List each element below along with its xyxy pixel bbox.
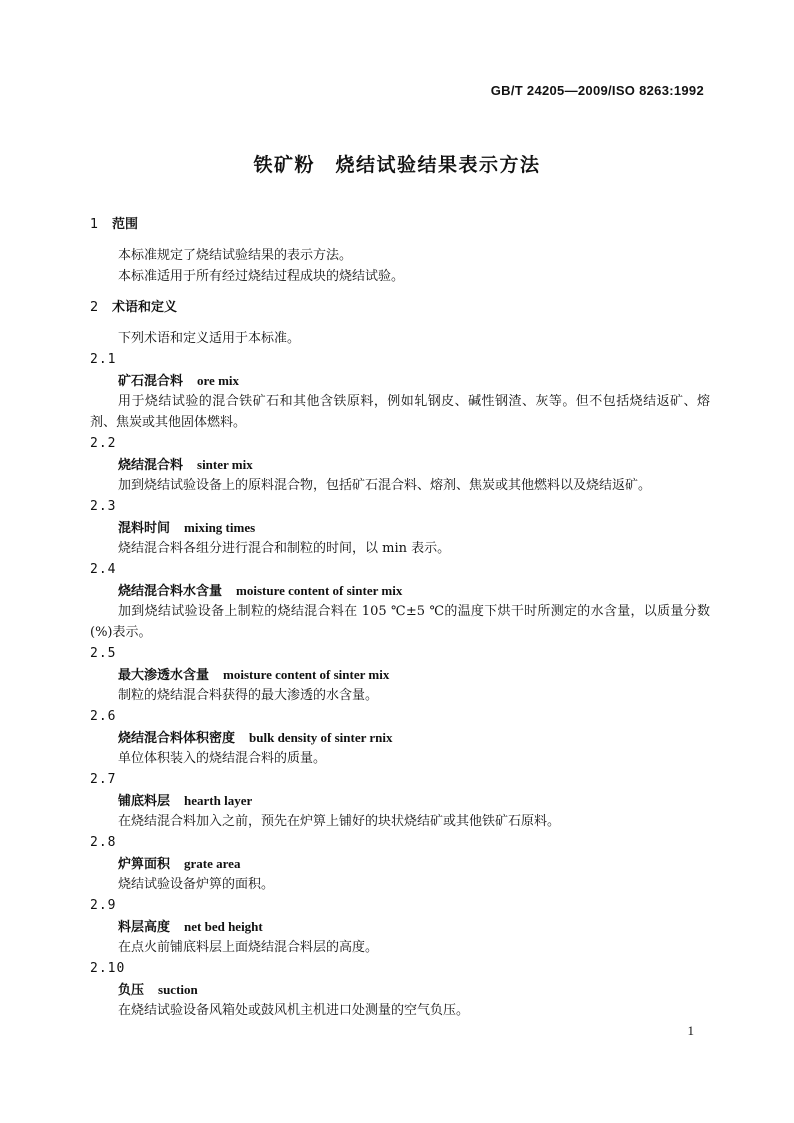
term-chinese: 料层高度 (118, 920, 171, 935)
term-name (90, 517, 710, 538)
term-number: 2.3 (90, 499, 117, 514)
page-number: 1 (687, 1023, 694, 1038)
term-english: ore mix (197, 373, 240, 388)
section-number: 1 (90, 217, 99, 232)
term-english: moisture content of sinter mix (223, 667, 390, 682)
term-number: 2.9 (90, 898, 117, 913)
term-chinese: 烧结混合料体积密度 (118, 731, 236, 746)
term-english: suction (158, 982, 198, 997)
section-heading (90, 214, 710, 235)
term-number: 2.8 (90, 835, 117, 850)
term-name (90, 790, 710, 811)
term-english: grate area (184, 856, 241, 871)
term-number: 2.6 (90, 709, 117, 724)
terms-list (90, 349, 710, 1021)
section-title: 术语和定义 (112, 300, 178, 315)
term-chinese: 负压 (118, 983, 145, 998)
term-name (90, 664, 710, 685)
term-chinese: 铺底料层 (118, 794, 171, 809)
term-name (90, 370, 710, 391)
term-number: 2.10 (90, 961, 126, 976)
term-definition: 制粒的烧结混合料获得的最大渗透的水含量。 (118, 688, 379, 703)
document-body (90, 214, 710, 1021)
term-chinese: 最大渗透水含量 (118, 668, 210, 683)
term-chinese: 烧结混合料水含量 (118, 584, 223, 599)
section-number: 2 (90, 300, 99, 315)
paragraph: 下列术语和定义适用于本标准。 (118, 331, 301, 346)
term-name (90, 853, 710, 874)
term-number: 2.7 (90, 772, 117, 787)
document-title: 铁矿粉 烧结试验结果表示方法 (253, 154, 541, 176)
term-definition: 在烧结试验设备风箱处或鼓风机主机进口处测量的空气负压。 (118, 1003, 470, 1018)
term-english: sinter mix (197, 457, 253, 472)
term-name (90, 580, 710, 601)
term-number: 2.2 (90, 436, 117, 451)
term-definition: 烧结试验设备炉箅的面积。 (118, 877, 275, 892)
term-english: mixing times (184, 520, 256, 535)
term-name (90, 979, 710, 1000)
term-chinese: 烧结混合料 (118, 458, 184, 473)
term-name (90, 727, 710, 748)
term-definition: 加到烧结试验设备上的原料混合物，包括矿石混合料、熔剂、焦炭或其他燃料以及烧结返矿。 (118, 478, 652, 493)
term-definition: 单位体积装入的烧结混合料的质量。 (118, 751, 327, 766)
term-name (90, 916, 710, 937)
term-chinese: 混料时间 (118, 521, 171, 536)
section-title: 范围 (112, 217, 139, 232)
paragraph: 本标准规定了烧结试验结果的表示方法。 (118, 248, 353, 263)
term-number: 2.4 (90, 562, 117, 577)
term-name (90, 454, 710, 475)
term-english: net bed height (184, 919, 263, 934)
term-definition: 烧结混合料各组分进行混合和制粒的时间，以 min 表示。 (118, 541, 451, 556)
term-number: 2.5 (90, 646, 117, 661)
standard-code: GB/T 24205—2009/ISO 8263:1992 (490, 83, 704, 98)
term-english: bulk density of sinter rnix (249, 730, 393, 745)
term-chinese: 炉箅面积 (118, 857, 171, 872)
term-english: moisture content of sinter mix (236, 583, 403, 598)
paragraph: 本标准适用于所有经过烧结过程成块的烧结试验。 (118, 269, 405, 284)
term-chinese: 矿石混合料 (118, 374, 184, 389)
term-definition: 在烧结混合料加入之前，预先在炉箅上铺好的块状烧结矿或其他铁矿石原料。 (118, 814, 561, 829)
term-number: 2.1 (90, 352, 117, 367)
term-definition: 加到烧结试验设备上制粒的烧结混合料在 105 ℃±5 ℃的温度下烘干时所测定的水含量，以质量分数(%)表示。 (90, 604, 710, 640)
term-definition: 在点火前铺底料层上面烧结混合料层的高度。 (118, 940, 379, 955)
term-definition: 用于烧结试验的混合铁矿石和其他含铁原料，例如轧钢皮、碱性钢渣、灰等。但不包括烧结返矿、熔剂、焦炭或其他固体燃料。 (90, 394, 710, 430)
section-heading (90, 297, 710, 318)
term-english: hearth layer (184, 793, 253, 808)
